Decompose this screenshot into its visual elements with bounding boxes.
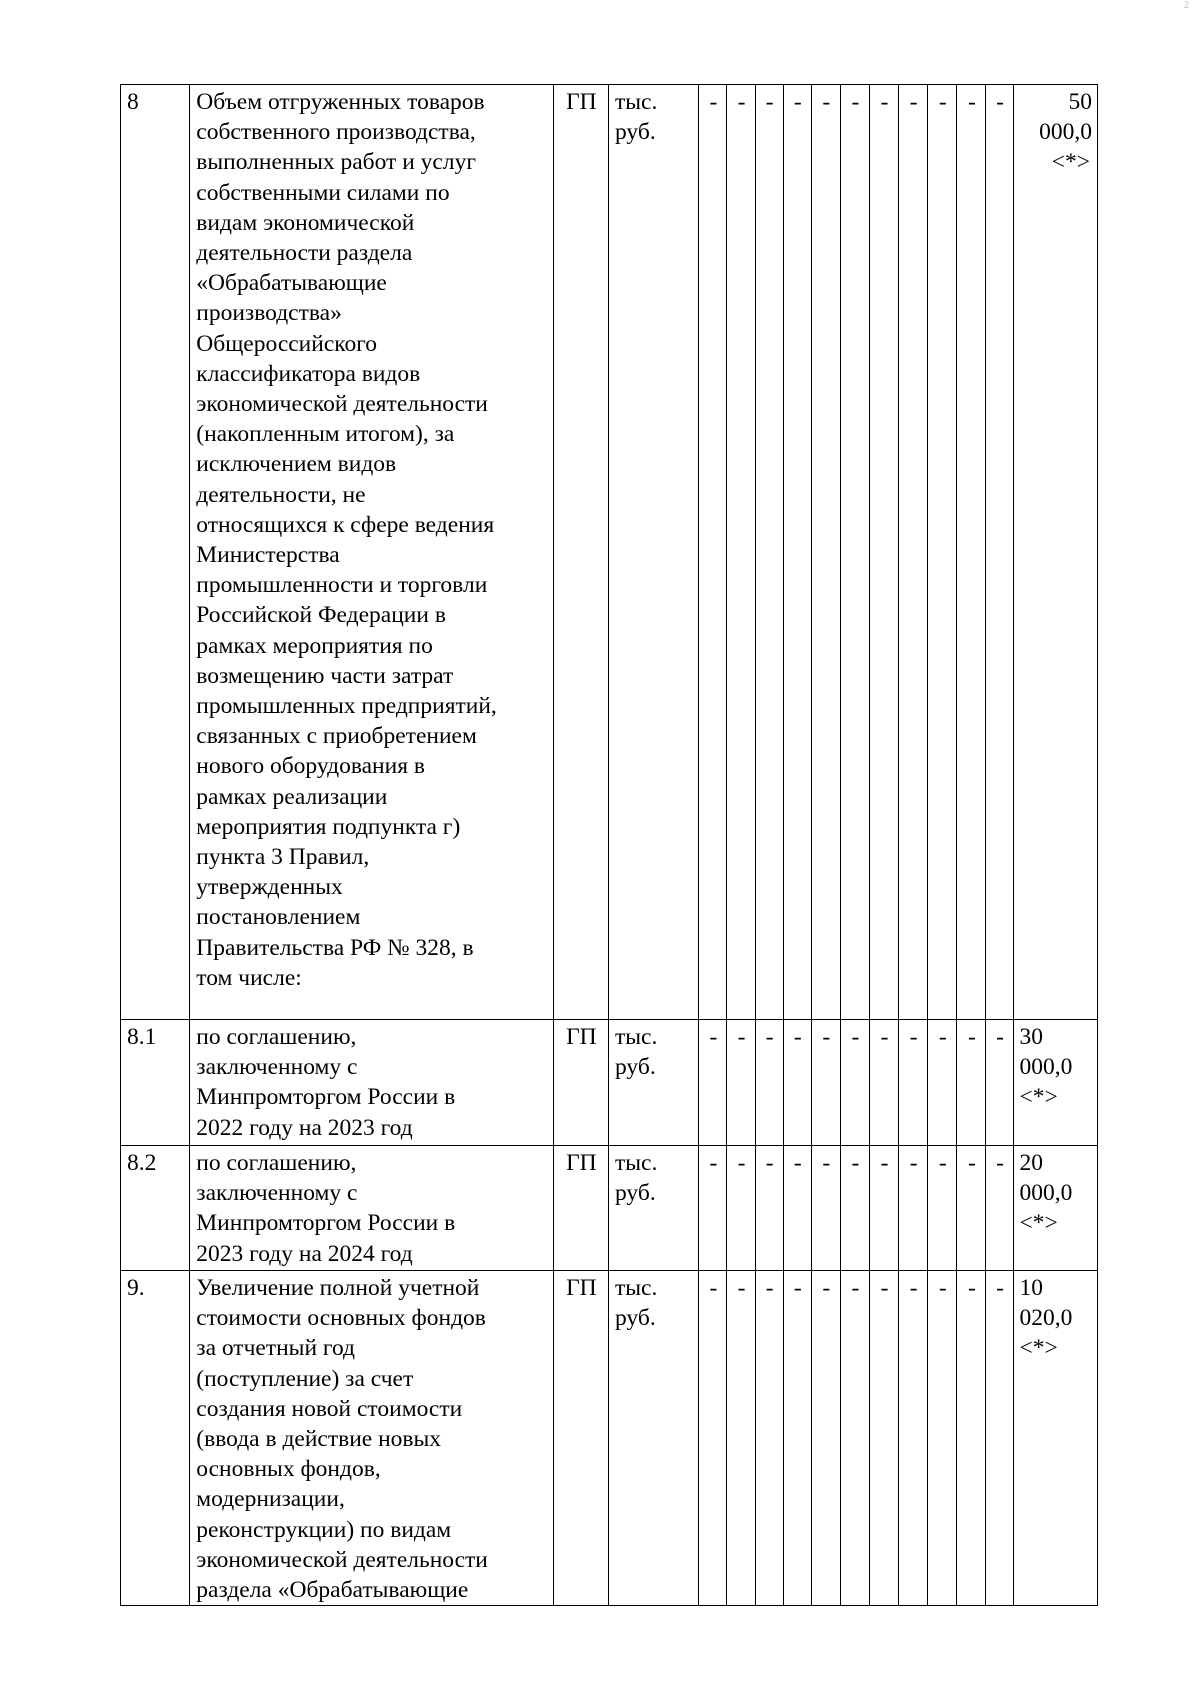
period-value-cell: - [986,1146,1013,1271]
period-value-cell: - [870,1271,899,1606]
row-number: 8.1 [121,1020,190,1146]
period-value-cell: - [755,1271,783,1606]
target-value-cell [1013,85,1097,1020]
description-line: связанных с приобретением [196,723,477,750]
period-value-cell: - [986,85,1013,1020]
description-line: собственного производства, [196,119,476,146]
description-line: Увеличение полной учетной [196,1275,480,1301]
responsible-cell: ГП [553,1271,608,1606]
description-line: стоимости основных фондов [196,1305,486,1332]
page-corner-mark: 2 [1184,0,1189,11]
period-value-cell: - [699,1020,727,1146]
period-value-cell: - [699,85,727,1020]
unit-cell [608,1020,698,1146]
period-value-cell: - [928,85,957,1020]
period-value-cell: - [783,1020,811,1146]
unit-line: тыс. [614,89,658,115]
description-line: за отчетный год [196,1335,355,1362]
period-value-cell: - [783,85,811,1020]
period-value-cell: - [699,1146,727,1271]
description-line: по соглашению, [196,1024,357,1050]
row-number: 8.2 [121,1146,190,1271]
value-line: 000,0 [1019,1180,1073,1207]
target-value-cell [1013,1020,1097,1146]
period-value-cell: - [870,1020,899,1146]
description-line: «Обрабатывающие [196,270,387,297]
row-number: 8 [121,85,190,1020]
period-value-cell: - [957,85,986,1020]
description-line: выполненных работ и услуг [196,149,476,176]
value-line: <*> [1019,1335,1058,1362]
indicator-description [190,1020,553,1146]
table-body [121,85,1098,1606]
unit-line: руб. [614,1180,656,1207]
period-value-cell: - [755,1146,783,1271]
description-line: постановлением [196,904,361,931]
period-value-cell: - [899,85,928,1020]
description-line: рамках мероприятия по [196,632,433,659]
unit-line: руб. [614,1054,656,1081]
period-value-cell: - [957,1146,986,1271]
description-line: реконструкции) по видам [196,1516,452,1543]
table-row [121,1146,1098,1271]
period-value-cell: - [957,1020,986,1146]
period-value-cell: - [986,1020,1013,1146]
indicator-description [190,1146,553,1271]
description-line: заключенному с [196,1054,358,1081]
description-line: (ввода в действие новых [196,1426,442,1453]
description-line: утвержденных [196,874,343,901]
period-value-cell: - [811,1271,840,1606]
value-line: 020,0 [1019,1305,1073,1332]
description-line: Объем отгруженных товаров [196,89,485,115]
description-line: возмещению части затрат [196,662,454,689]
value-line: 50 [1068,89,1092,115]
period-value-cell: - [840,85,869,1020]
description-line: (накопленным итогом), за [196,421,455,448]
period-value-cell: - [811,1146,840,1271]
period-value-cell: - [840,1146,869,1271]
period-value-cell: - [899,1020,928,1146]
value-line: 000,0 [1019,1054,1073,1081]
period-value-cell: - [699,1271,727,1606]
period-value-cell: - [783,1146,811,1271]
period-value-cell: - [870,85,899,1020]
description-line: создания новой стоимости [196,1395,463,1422]
row-number: 9. [121,1271,190,1606]
indicators-table [120,84,1098,1606]
period-value-cell: - [928,1020,957,1146]
period-value-cell: - [840,1271,869,1606]
target-value-cell [1013,1146,1097,1271]
period-value-cell: - [755,1020,783,1146]
description-line: Российской Федерации в [196,602,446,629]
description-line: мероприятия подпункта г) [196,813,461,840]
description-line: нового оборудования в [196,753,425,780]
unit-line: руб. [614,119,656,146]
description-line: Правительства РФ № 328, в [196,934,474,961]
period-value-cell: - [783,1271,811,1606]
description-line: том числе: [196,964,302,991]
unit-cell [608,1146,698,1271]
responsible-cell: ГП [553,85,608,1020]
value-line: <*> [1051,149,1090,176]
description-line: основных фондов, [196,1456,381,1483]
period-value-cell: - [727,1271,755,1606]
responsible-cell: ГП [553,1146,608,1271]
unit-line: тыс. [614,1024,658,1050]
description-line: промышленности и торговли [196,572,488,599]
description-line: классификатора видов [196,360,421,387]
description-line: собственными силами по [196,179,450,206]
unit-line: тыс. [614,1275,658,1301]
table-row [121,1271,1098,1606]
unit-line: тыс. [614,1150,658,1176]
period-value-cell: - [899,1146,928,1271]
value-line: <*> [1019,1084,1058,1111]
description-line: пункта 3 Правил, [196,844,370,871]
period-value-cell: - [870,1146,899,1271]
description-line: Минпромторгом России в [196,1084,456,1111]
period-value-cell: - [755,85,783,1020]
period-value-cell: - [727,1146,755,1271]
period-value-cell: - [928,1271,957,1606]
period-value-cell: - [928,1146,957,1271]
description-line: исключением видов [196,451,397,478]
description-line: производства» [196,300,342,327]
description-line: Министерства [196,542,340,569]
indicator-description [190,1271,553,1606]
table-row [121,1020,1098,1146]
value-line: 20 [1019,1150,1044,1176]
description-line: раздела «Обрабатывающие [196,1577,469,1604]
unit-line: руб. [614,1305,656,1332]
period-value-cell: - [727,85,755,1020]
description-line: заключенному с [196,1180,358,1207]
value-line: <*> [1019,1210,1058,1237]
description-line: деятельности раздела [196,240,413,267]
value-line: 30 [1019,1024,1044,1050]
description-line: модернизации, [196,1486,345,1513]
description-line: 2023 году на 2024 год [196,1240,413,1267]
period-value-cell: - [840,1020,869,1146]
description-line: Общероссийского [196,330,378,357]
table-row [121,85,1098,1020]
period-value-cell: - [811,1020,840,1146]
description-line: 2022 году на 2023 год [196,1114,413,1141]
unit-cell [608,1271,698,1606]
period-value-cell: - [899,1271,928,1606]
description-line: по соглашению, [196,1150,357,1176]
period-value-cell: - [986,1271,1013,1606]
value-line: 000,0 [1039,119,1092,146]
description-line: относящихся к сфере ведения [196,511,495,538]
description-line: Минпромторгом России в [196,1210,456,1237]
target-value-cell [1013,1271,1097,1606]
unit-cell [608,85,698,1020]
indicator-description [190,85,553,1020]
period-value-cell: - [727,1020,755,1146]
period-value-cell: - [811,85,840,1020]
description-line: экономической деятельности [196,391,488,418]
value-line: 10 [1019,1275,1044,1301]
description-line: видам экономической [196,209,415,236]
description-line: рамках реализации [196,783,388,810]
description-line: экономической деятельности [196,1546,488,1573]
description-line: промышленных предприятий, [196,693,497,720]
responsible-cell: ГП [553,1020,608,1146]
description-line: деятельности, не [196,481,366,508]
description-line: (поступление) за счет [196,1365,414,1392]
period-value-cell: - [957,1271,986,1606]
